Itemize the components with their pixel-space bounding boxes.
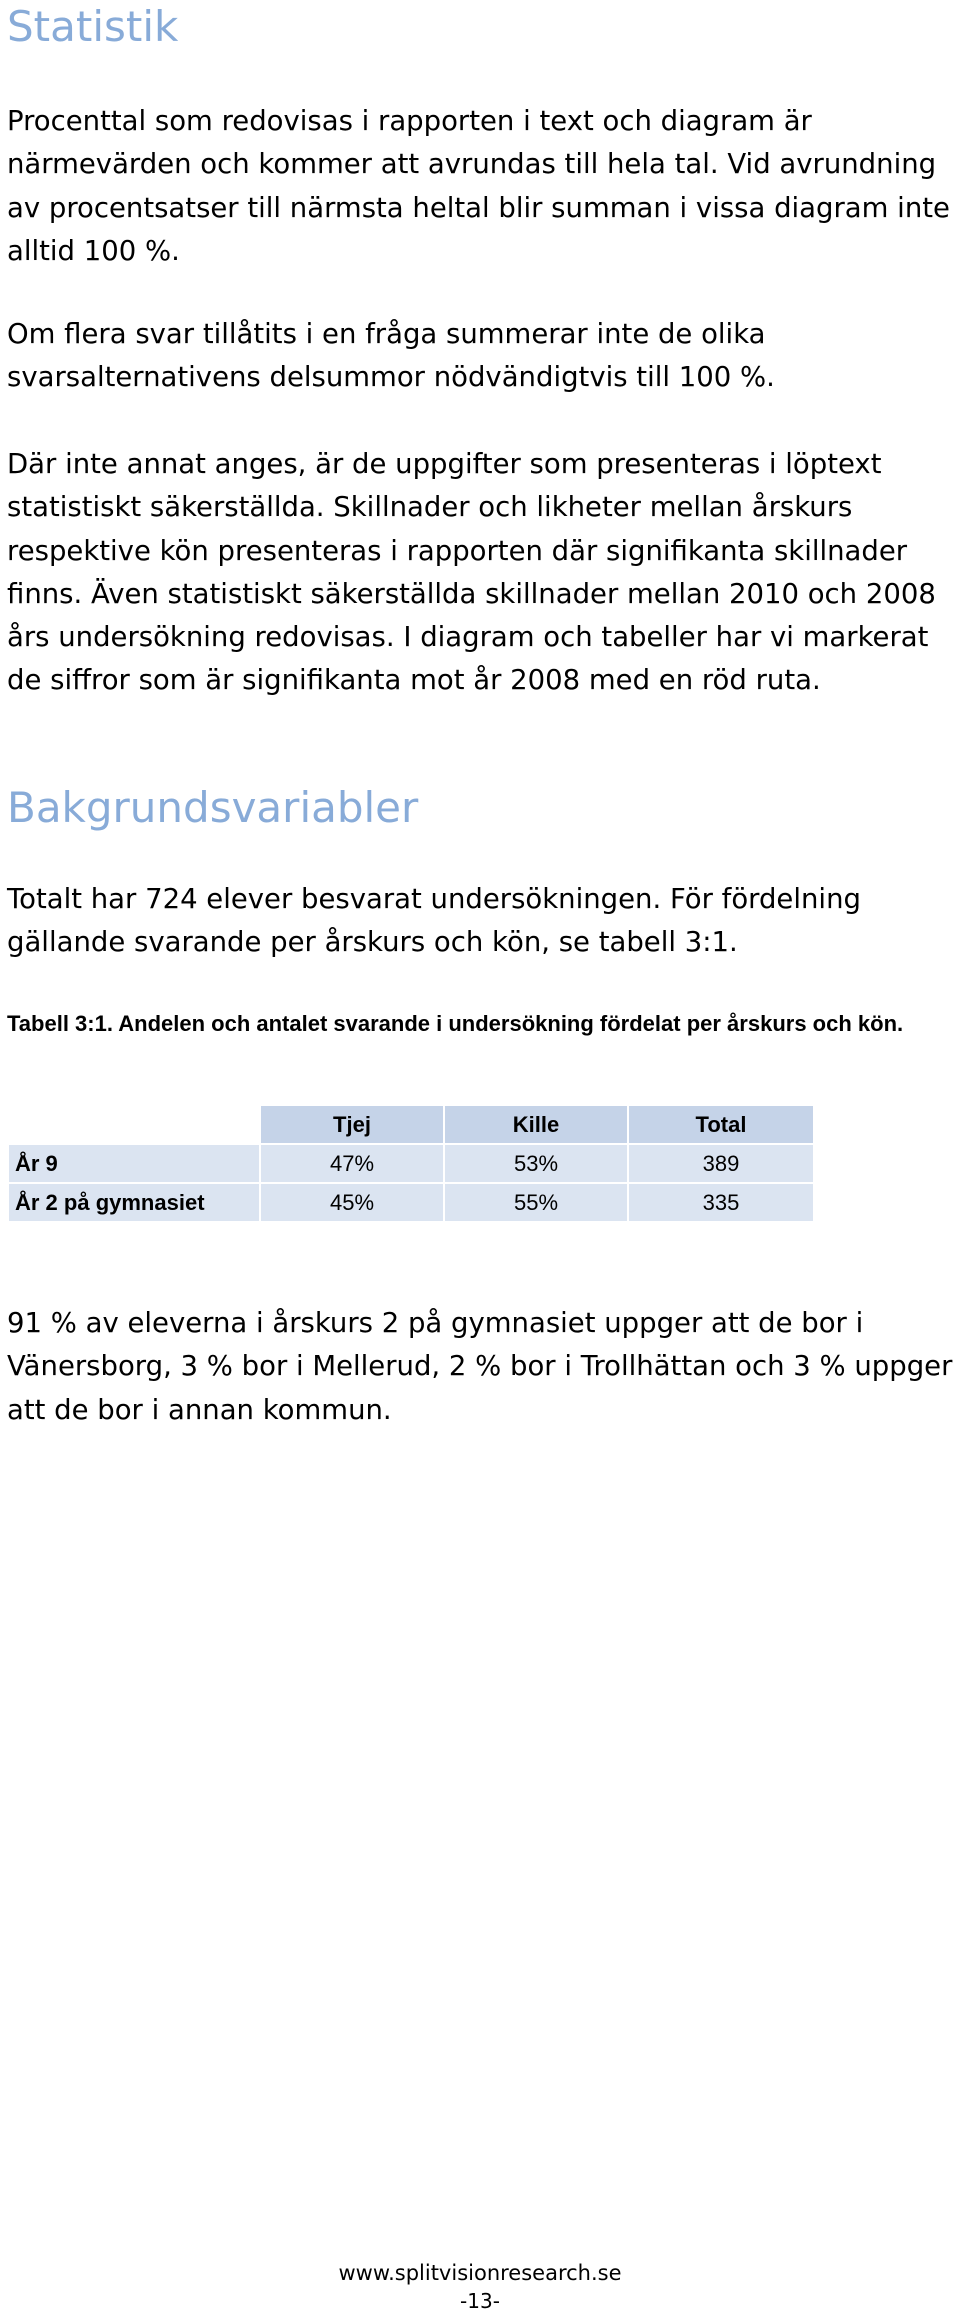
table-row <box>8 1144 814 1183</box>
table-cell: 335 <box>628 1183 814 1222</box>
table-cell: 389 <box>628 1144 814 1183</box>
page-number: -13- <box>460 2289 500 2313</box>
paragraph-multiple-answers: Om flera svar tillåtits i en fråga summerar inte de olika svarsalternativens delsummor nödvändigtvis till 100 %. <box>7 318 775 394</box>
table-cell: 53% <box>444 1144 628 1183</box>
table-row <box>8 1183 814 1222</box>
table-header-cell: Total <box>628 1105 814 1144</box>
paragraph-residence: 91 % av eleverna i årskurs 2 på gymnasiet uppger att de bor i Vänersborg, 3 % bor i Mellerud, 2 % bor i Trollhättan och 3 % uppger att de bor i annan kommun. <box>7 1307 953 1426</box>
table-header-row <box>8 1105 814 1144</box>
paragraph-respondents: Totalt har 724 elever besvarat undersökningen. För fördelning gällande svarande per årskurs och kön, se tabell 3:1. <box>7 883 861 959</box>
table-cell: 45% <box>260 1183 444 1222</box>
table-row-label: År 2 på gymnasiet <box>8 1183 260 1222</box>
table-header-cell: Kille <box>444 1105 628 1144</box>
section-title-statistik: Statistik <box>7 2 179 51</box>
table-row-label: År 9 <box>8 1144 260 1183</box>
respondents-table <box>7 1104 815 1223</box>
table-caption: Tabell 3:1. Andelen och antalet svarande i undersökning fördelat per årskurs och kön. <box>7 1011 904 1036</box>
table-header-cell: Tjej <box>260 1105 444 1144</box>
paragraph-rounding: Procenttal som redovisas i rapporten i text och diagram är närmevärden och kommer att avrundas till hela tal. Vid avrundning av procentsatser till närmsta heltal blir summan i vissa diagram inte alltid 100 %. <box>7 105 950 267</box>
footer-url: www.splitvisionresearch.se <box>338 2261 622 2285</box>
paragraph-significance: Där inte annat anges, är de uppgifter som presenteras i löptext statistiskt säkerställda. Skillnader och likheter mellan årskurs respektive kön presenteras i rapporten där signifikanta skillnader finns. Även statistiskt säkerställda skillnader mellan 2010 och 2008 års undersökning redovisas. I diagram och tabeller har vi markerat de siffror som är signifikanta mot år 2008 med en röd ruta. <box>7 448 936 697</box>
section-title-bakgrundsvariabler: Bakgrundsvariabler <box>7 783 419 832</box>
table-cell: 47% <box>260 1144 444 1183</box>
table-cell: 55% <box>444 1183 628 1222</box>
table-header-cell <box>8 1105 260 1144</box>
